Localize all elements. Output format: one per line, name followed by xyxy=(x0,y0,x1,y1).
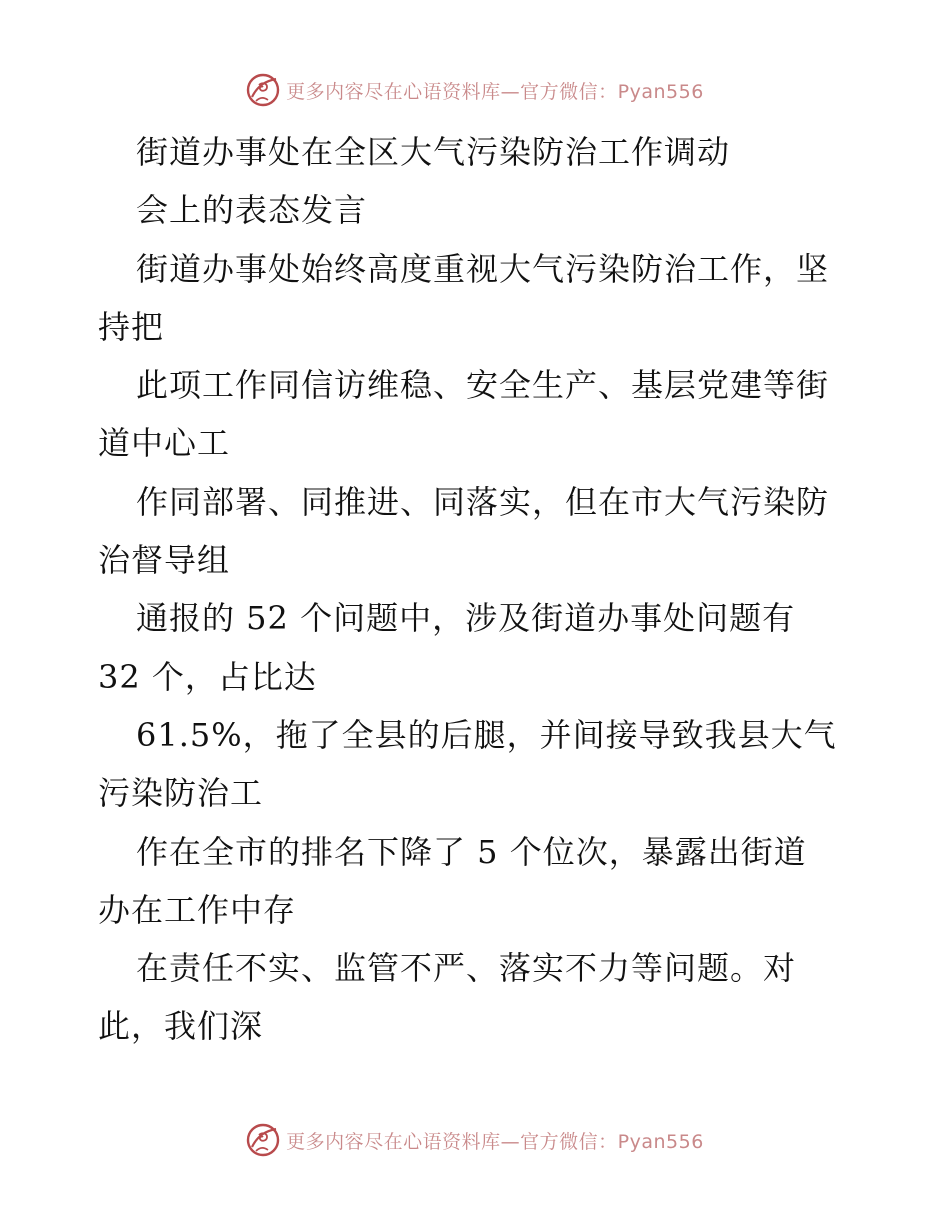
document-body xyxy=(98,123,858,1056)
footer-watermark-text: 更多内容尽在心语资料库—官方微信：Pyan556 xyxy=(286,1130,704,1153)
body-line-8: 治督导组 xyxy=(98,541,231,580)
body-line-14: 办在工作中存 xyxy=(98,890,297,929)
footer-watermark-banner xyxy=(0,1120,950,1160)
body-line-7: 作同部署、同推进、同落实，但在市大气污染防 xyxy=(136,482,830,521)
body-line-5: 此项工作同信访维稳、安全生产、基层党建等街 xyxy=(136,366,830,405)
body-line-15: 在责任不实、监管不严、落实不力等问题。对 xyxy=(136,949,797,988)
body-line-2: 会上的表态发言 xyxy=(136,191,368,230)
body-line-10: 32 个，占比达 xyxy=(98,657,317,696)
body-line-6: 道中心工 xyxy=(98,424,231,463)
body-line-13: 作在全市的排名下降了 5 个位次，暴露出街道 xyxy=(136,832,807,871)
rose-logo-icon xyxy=(246,73,280,107)
rose-logo-icon xyxy=(246,1123,280,1157)
body-line-1: 街道办事处在全区大气污染防治工作调动 xyxy=(136,133,731,171)
header-watermark-banner xyxy=(0,70,950,110)
body-line-11: 61.5%，拖了全县的后腿，并间接导致我县大气 xyxy=(136,715,837,754)
header-watermark-text: 更多内容尽在心语资料库—官方微信：Pyan556 xyxy=(286,80,704,103)
body-line-16: 此，我们深 xyxy=(98,1007,264,1046)
body-line-12: 污染防治工 xyxy=(98,774,264,813)
body-line-3: 街道办事处始终高度重视大气污染防治工作，坚 xyxy=(136,249,830,288)
body-line-9: 通报的 52 个问题中，涉及街道办事处问题有 xyxy=(136,599,796,638)
body-line-4: 持把 xyxy=(98,307,165,346)
